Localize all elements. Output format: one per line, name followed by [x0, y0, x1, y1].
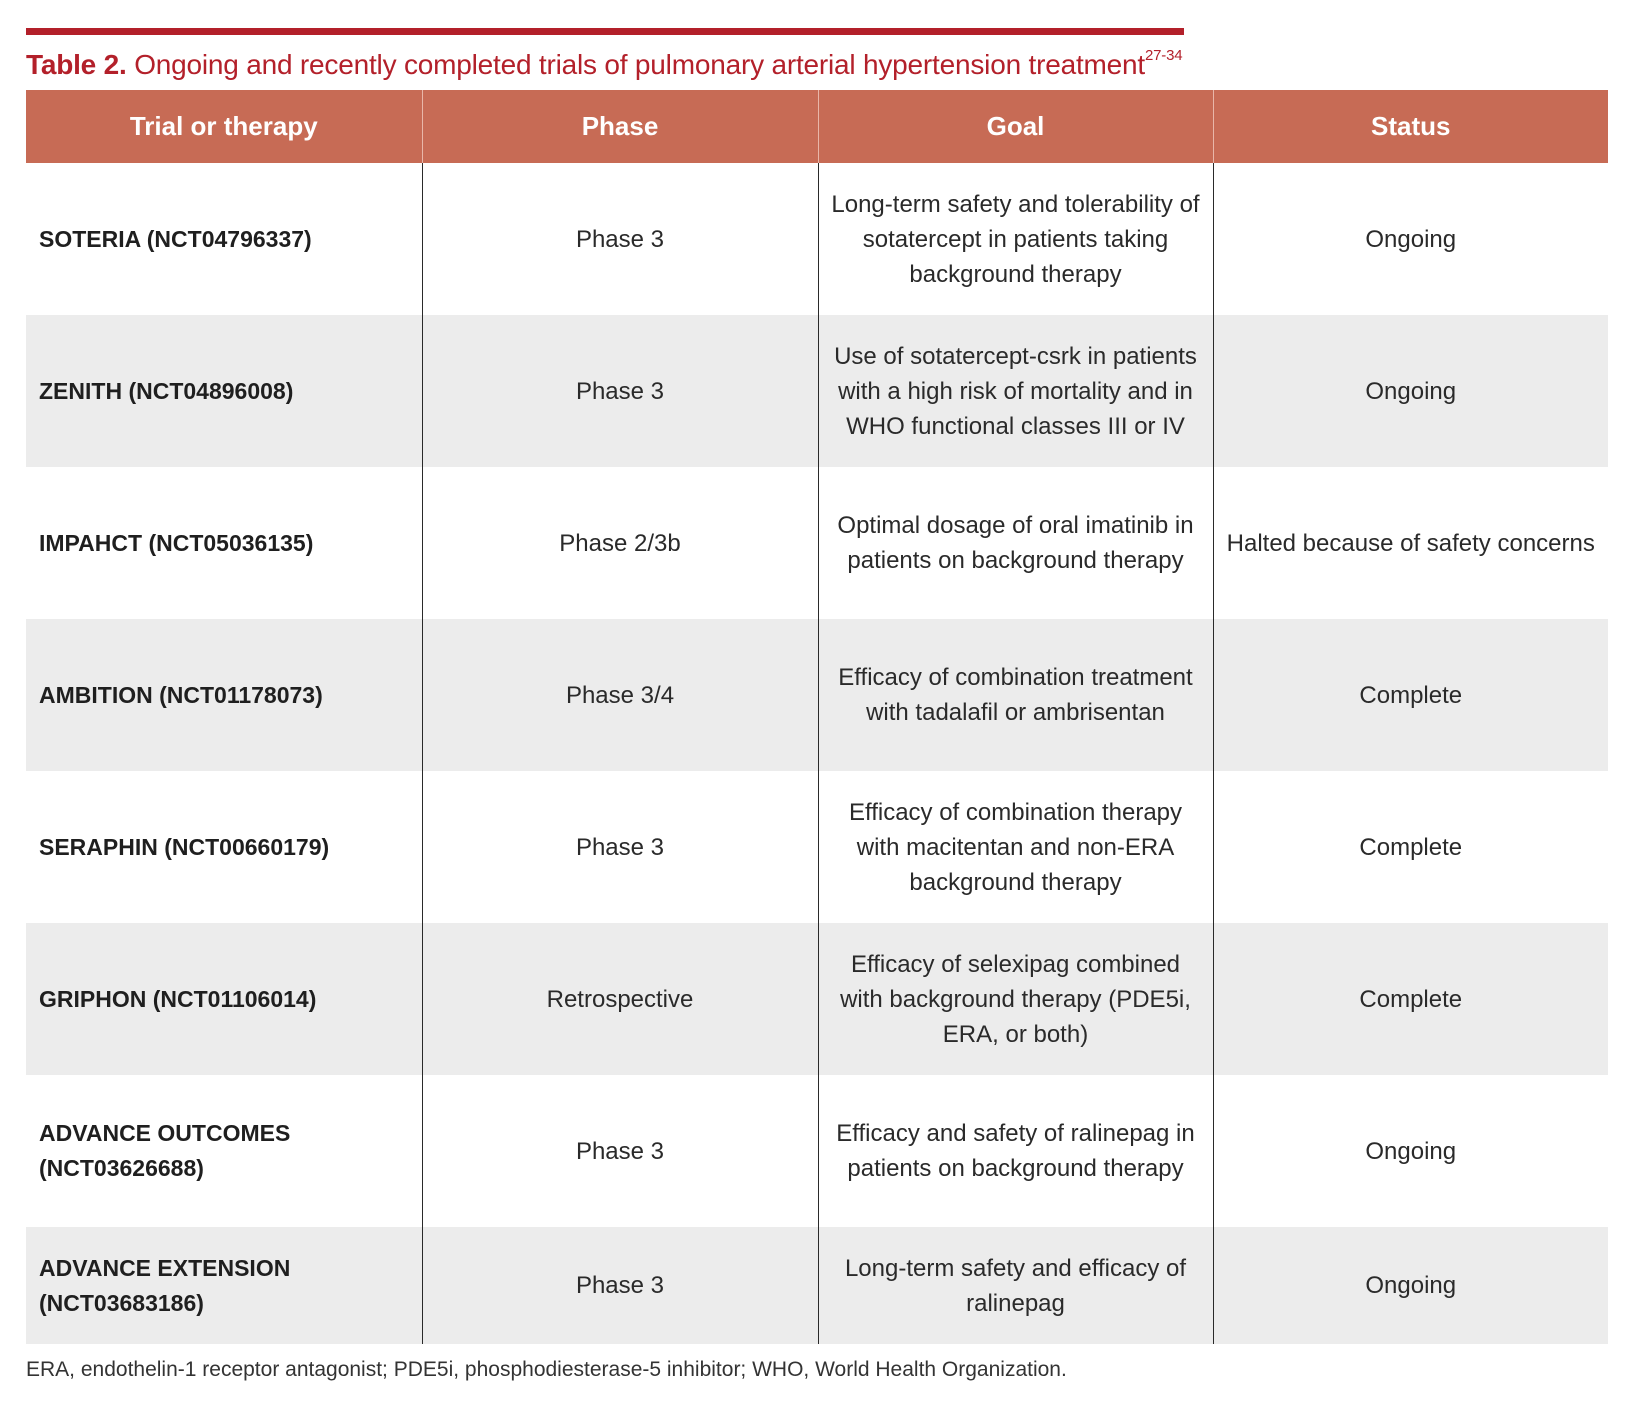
column-header-trial: Trial or therapy	[26, 90, 422, 163]
table-footnote: ERA, endothelin-1 receptor antagonist; PDE5i, phosphodiesterase-5 inhibitor; WHO, World Health Organization.	[26, 1358, 1067, 1381]
table-row	[26, 315, 1608, 467]
table-row	[26, 923, 1608, 1075]
phase-cell: Phase 3	[422, 1227, 818, 1344]
trial-cell: ADVANCE EXTENSION (NCT03683186)	[26, 1227, 422, 1344]
table-row	[26, 619, 1608, 771]
status-cell: Ongoing	[1213, 315, 1608, 467]
trials-table	[26, 90, 1608, 1344]
status-cell: Complete	[1213, 619, 1608, 771]
goal-cell: Use of sotatercept-csrk in patients with a high risk of mortality and in WHO functional classes III or IV	[818, 315, 1213, 467]
status-cell: Halted because of safety concerns	[1213, 467, 1608, 619]
status-cell: Complete	[1213, 923, 1608, 1075]
goal-cell: Efficacy of combination therapy with macitentan and non-ERA background therapy	[818, 771, 1213, 923]
table-row	[26, 467, 1608, 619]
goal-cell: Long-term safety and tolerability of sotatercept in patients taking background therapy	[818, 163, 1213, 315]
goal-cell: Efficacy and safety of ralinepag in patients on background therapy	[818, 1075, 1213, 1227]
table-number-label: Table 2.	[26, 49, 127, 80]
trial-cell: ADVANCE OUTCOMES (NCT03626688)	[26, 1075, 422, 1227]
phase-cell: Phase 3	[422, 771, 818, 923]
goal-cell: Optimal dosage of oral imatinib in patients on background therapy	[818, 467, 1213, 619]
column-header-phase: Phase	[422, 90, 818, 163]
phase-cell: Phase 3	[422, 315, 818, 467]
phase-cell: Phase 2/3b	[422, 467, 818, 619]
table-row	[26, 1075, 1608, 1227]
table-row	[26, 163, 1608, 315]
caption-top-rule	[26, 28, 1184, 35]
reference-superscript: 27-34	[1145, 46, 1183, 64]
phase-cell: Phase 3	[422, 163, 818, 315]
status-cell: Ongoing	[1213, 1075, 1608, 1227]
status-cell: Complete	[1213, 771, 1608, 923]
goal-cell: Efficacy of selexipag combined with background therapy (PDE5i, ERA, or both)	[818, 923, 1213, 1075]
table-caption	[26, 46, 1526, 84]
table-header-row	[26, 90, 1608, 163]
trial-cell: AMBITION (NCT01178073)	[26, 619, 422, 771]
goal-cell: Efficacy of combination treatment with tadalafil or ambrisentan	[818, 619, 1213, 771]
trial-cell: SOTERIA (NCT04796337)	[26, 163, 422, 315]
table-title: Ongoing and recently completed trials of pulmonary arterial hypertension treatment	[134, 49, 1145, 80]
phase-cell: Phase 3/4	[422, 619, 818, 771]
trial-cell: IMPAHCT (NCT05036135)	[26, 467, 422, 619]
column-header-goal: Goal	[818, 90, 1213, 163]
table-row	[26, 1227, 1608, 1344]
phase-cell: Retrospective	[422, 923, 818, 1075]
column-header-status: Status	[1213, 90, 1608, 163]
phase-cell: Phase 3	[422, 1075, 818, 1227]
status-cell: Ongoing	[1213, 163, 1608, 315]
trial-cell: GRIPHON (NCT01106014)	[26, 923, 422, 1075]
goal-cell: Long-term safety and efficacy of ralinepag	[818, 1227, 1213, 1344]
trial-cell: ZENITH (NCT04896008)	[26, 315, 422, 467]
trial-cell: SERAPHIN (NCT00660179)	[26, 771, 422, 923]
status-cell: Ongoing	[1213, 1227, 1608, 1344]
table-row	[26, 771, 1608, 923]
